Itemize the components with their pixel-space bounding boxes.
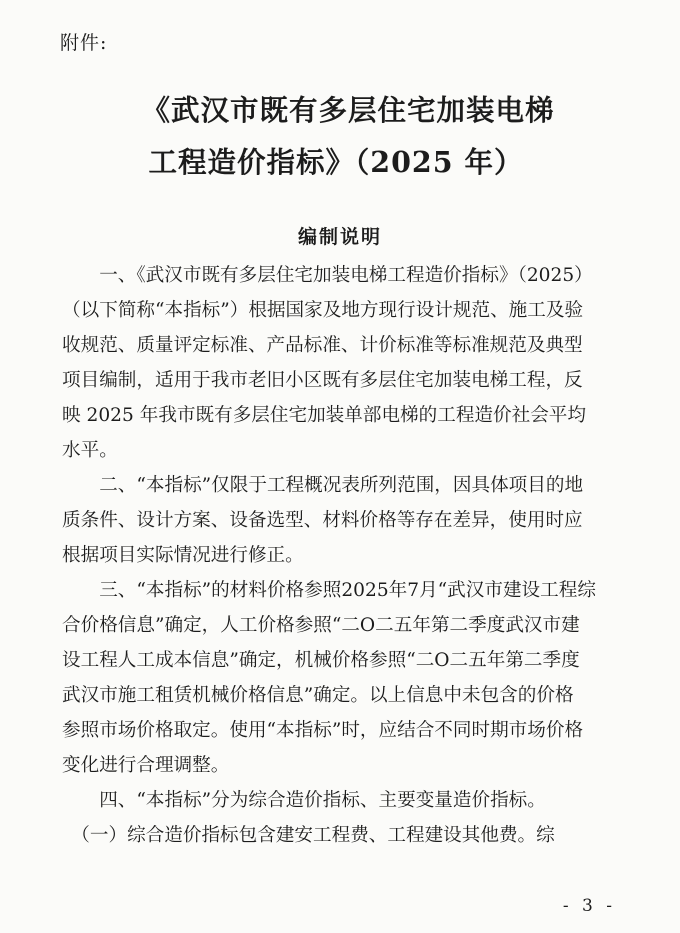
text-line: （以下简称“本指标”）根据国家及地方现行设计规范、施工及验 [62, 300, 584, 321]
paragraph [62, 818, 622, 853]
paragraph [62, 573, 622, 783]
text-line: 映 2025 年我市既有多层住宅加装单部电梯的工程造价社会平均 [62, 405, 586, 426]
text-line: 项目编制，适用于我市老旧小区既有多层住宅加装电梯工程，反 [62, 370, 583, 391]
body-text [62, 258, 622, 853]
text-line: 三、“本指标”的材料价格参照2025年7月“武汉市建设工程综 [62, 580, 596, 601]
paragraph [62, 783, 622, 818]
page-number: - 3 - [562, 896, 616, 916]
text-line: 变化进行合理调整。 [62, 755, 230, 776]
text-line: 合价格信息”确定，人工价格参照“二O二五年第二季度武汉市建 [62, 615, 580, 636]
paragraph [62, 258, 622, 468]
text-line: 参照市场价格取定。使用“本指标”时，应结合不同时期市场价格 [62, 720, 584, 741]
text-line: 质条件、设计方案、设备选型、材料价格等存在差异，使用时应 [62, 510, 583, 531]
text-line: 武汉市施工租赁机械价格信息”确定。以上信息中未包含的价格 [62, 685, 574, 706]
section-heading: 编制说明 [297, 226, 382, 248]
document-title-line-1: 《武汉市既有多层住宅加装电梯 [141, 93, 555, 127]
text-line: 一、《武汉市既有多层住宅加装电梯工程造价指标》（2025） [62, 265, 593, 286]
text-line: 设工程人工成本信息”确定，机械价格参照“二O二五年第二季度 [62, 650, 580, 671]
text-line: 四、“本指标”分为综合造价指标、主要变量造价指标。 [62, 790, 546, 811]
text-line: 根据项目实际情况进行修正。 [62, 545, 304, 566]
text-line: 收规范、质量评定标准、产品标准、计价标准等标准规范及典型 [62, 335, 583, 356]
attachment-label: 附件: [60, 32, 108, 54]
document-title-line-2: 工程造价指标》（2025 年） [148, 145, 524, 179]
text-line: （一）综合造价指标包含建安工程费、工程建设其他费。综 [62, 825, 555, 846]
text-line: 水平。 [62, 440, 118, 461]
text-line: 二、“本指标”仅限于工程概况表所列范围，因具体项目的地 [62, 475, 584, 496]
paragraph [62, 468, 622, 573]
